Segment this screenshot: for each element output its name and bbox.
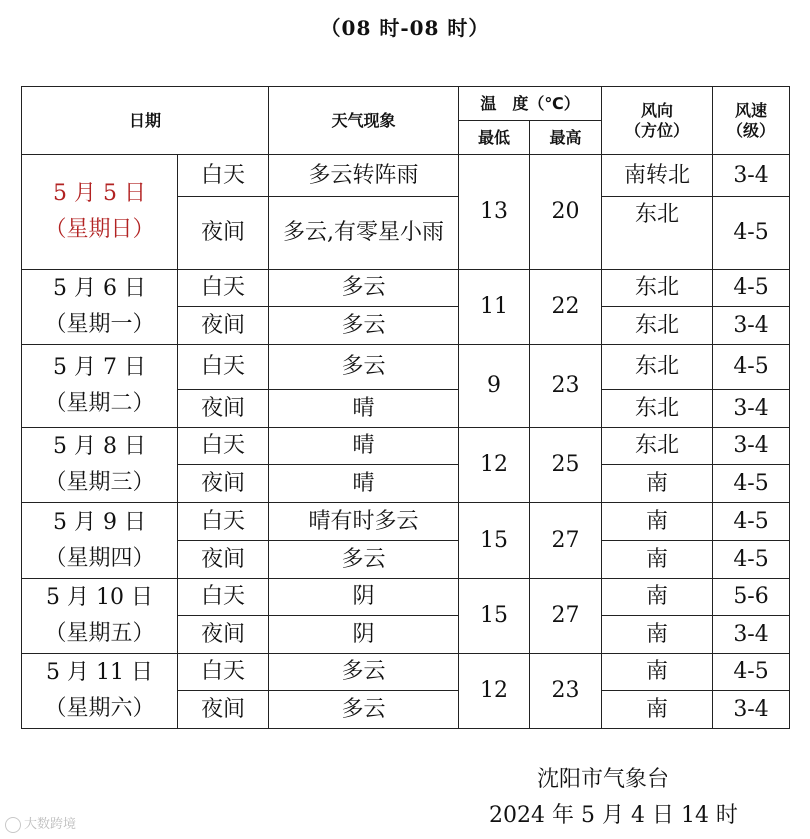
table-row — [22, 654, 790, 691]
wind-direction-cell: 南 — [602, 579, 713, 616]
header-min-temp: 最低 — [459, 121, 530, 155]
wind-speed-cell: 3-4 — [713, 155, 790, 197]
period-label: 夜间 — [178, 197, 269, 270]
wind-direction-cell: 南 — [602, 654, 713, 691]
table-row — [22, 270, 790, 307]
date-label: 5 月 11 日 — [46, 660, 153, 685]
wind-speed-cell: 3-4 — [713, 390, 790, 428]
period-label: 白天 — [178, 155, 269, 197]
weather-cell: 多云 — [269, 691, 459, 729]
max-temp-cell: 23 — [530, 345, 602, 428]
wind-speed-cell: 3-4 — [713, 616, 790, 654]
max-temp-cell: 25 — [530, 428, 602, 503]
wind-speed-cell: 3-4 — [713, 307, 790, 345]
table-row — [22, 155, 790, 197]
wind-speed-cell: 4-5 — [713, 503, 790, 541]
min-temp-cell: 12 — [459, 428, 530, 503]
max-temp-cell: 22 — [530, 270, 602, 345]
wind-speed-cell: 3-4 — [713, 428, 790, 465]
wind-speed-cell: 3-4 — [713, 691, 790, 729]
period-label: 夜间 — [178, 307, 269, 345]
weather-cell: 多云 — [269, 654, 459, 691]
header-date: 日期 — [22, 87, 269, 155]
wind-speed-cell: 4-5 — [713, 465, 790, 503]
max-temp-cell: 27 — [530, 579, 602, 654]
min-temp-cell: 11 — [459, 270, 530, 345]
period-label: 夜间 — [178, 465, 269, 503]
weather-cell: 晴 — [269, 465, 459, 503]
date-cell — [22, 345, 178, 428]
period-label: 白天 — [178, 503, 269, 541]
max-temp-cell: 27 — [530, 503, 602, 579]
header-wind-speed — [713, 87, 790, 155]
wind-direction-cell: 东北 — [602, 345, 713, 390]
min-temp-cell: 15 — [459, 579, 530, 654]
date-cell — [22, 270, 178, 345]
period-label: 白天 — [178, 654, 269, 691]
min-temp-cell: 15 — [459, 503, 530, 579]
page-subtitle: （08 时-08 时） — [320, 16, 490, 40]
date-label: 5 月 9 日 — [53, 509, 146, 535]
issuing-organization: 沈阳市气象台 — [537, 767, 670, 792]
table-row — [22, 428, 790, 465]
date-cell — [22, 654, 178, 729]
weather-cell: 多云 — [269, 270, 459, 307]
date-label: 5 月 5 日 — [53, 181, 146, 206]
date-cell — [22, 503, 178, 579]
header-wind-speed-sub: （级） — [727, 120, 776, 140]
weekday-label: （星期一） — [44, 312, 155, 337]
weather-cell: 晴有时多云 — [269, 503, 459, 541]
forecast-table — [21, 86, 790, 729]
table-row — [22, 503, 790, 541]
date-cell — [22, 155, 178, 270]
header-wind-speed-label: 风速 — [735, 100, 768, 120]
wind-speed-cell: 4-5 — [713, 345, 790, 390]
period-label: 白天 — [178, 579, 269, 616]
issue-time: 2024 年 5 月 4 日 14 时 — [489, 803, 738, 828]
date-cell — [22, 579, 178, 654]
max-temp-cell: 23 — [530, 654, 602, 729]
min-temp-cell: 12 — [459, 654, 530, 729]
weather-cell: 阴 — [269, 616, 459, 654]
header-max-temp: 最高 — [530, 121, 602, 155]
date-label: 5 月 6 日 — [53, 276, 146, 301]
weather-cell: 阴 — [269, 579, 459, 616]
header-temperature: 温 度（℃） — [459, 87, 602, 121]
date-label: 5 月 8 日 — [53, 434, 146, 459]
wind-direction-cell: 南 — [602, 503, 713, 541]
wind-speed-cell: 4-5 — [713, 270, 790, 307]
table-row — [22, 579, 790, 616]
wind-speed-cell: 4-5 — [713, 654, 790, 691]
period-label: 白天 — [178, 428, 269, 465]
min-temp-cell: 13 — [459, 155, 530, 270]
wind-speed-cell: 4-5 — [713, 541, 790, 579]
wind-direction-cell: 东北 — [602, 428, 713, 465]
weekday-label: （星期四） — [44, 545, 155, 571]
max-temp-cell: 20 — [530, 155, 602, 270]
header-wind-direction — [602, 87, 713, 155]
period-label: 夜间 — [178, 616, 269, 654]
weather-cell: 多云,有零星小雨 — [269, 197, 459, 270]
weather-cell: 多云转阵雨 — [269, 155, 459, 197]
weekday-label: （星期三） — [44, 470, 155, 495]
period-label: 白天 — [178, 345, 269, 390]
period-label: 夜间 — [178, 541, 269, 579]
wind-direction-cell: 东北 — [602, 307, 713, 345]
min-temp-cell: 9 — [459, 345, 530, 428]
period-label: 夜间 — [178, 691, 269, 729]
date-cell — [22, 428, 178, 503]
wind-direction-cell: 南转北 — [602, 155, 713, 197]
weekday-label: （星期五） — [44, 621, 155, 646]
wind-direction-cell: 南 — [602, 465, 713, 503]
wind-direction-cell: 东北 — [602, 197, 713, 270]
weather-cell: 多云 — [269, 541, 459, 579]
wind-speed-cell: 4-5 — [713, 197, 790, 270]
wind-direction-cell: 东北 — [602, 270, 713, 307]
period-label: 夜间 — [178, 390, 269, 428]
header-wind-direction-label: 风向 — [641, 100, 674, 120]
watermark-text: 大数跨境 — [24, 817, 77, 832]
weather-cell: 晴 — [269, 428, 459, 465]
date-label: 5 月 7 日 — [53, 355, 146, 380]
wind-direction-cell: 东北 — [602, 390, 713, 428]
header-wind-direction-sub: （方位） — [625, 120, 690, 140]
wind-speed-cell: 5-6 — [713, 579, 790, 616]
wind-direction-cell: 南 — [602, 616, 713, 654]
weekday-label: （星期二） — [44, 391, 155, 416]
header-weather: 天气现象 — [269, 87, 459, 155]
watermark-logo-icon — [5, 817, 21, 833]
weather-cell: 多云 — [269, 345, 459, 390]
weekday-label: （星期六） — [44, 696, 155, 721]
watermark — [5, 813, 76, 833]
date-label: 5 月 10 日 — [46, 585, 153, 610]
weather-cell: 晴 — [269, 390, 459, 428]
weekday-label: （星期日） — [44, 217, 155, 242]
period-label: 白天 — [178, 270, 269, 307]
weather-cell: 多云 — [269, 307, 459, 345]
table-row — [22, 345, 790, 390]
wind-direction-cell: 南 — [602, 541, 713, 579]
wind-direction-cell: 南 — [602, 691, 713, 729]
